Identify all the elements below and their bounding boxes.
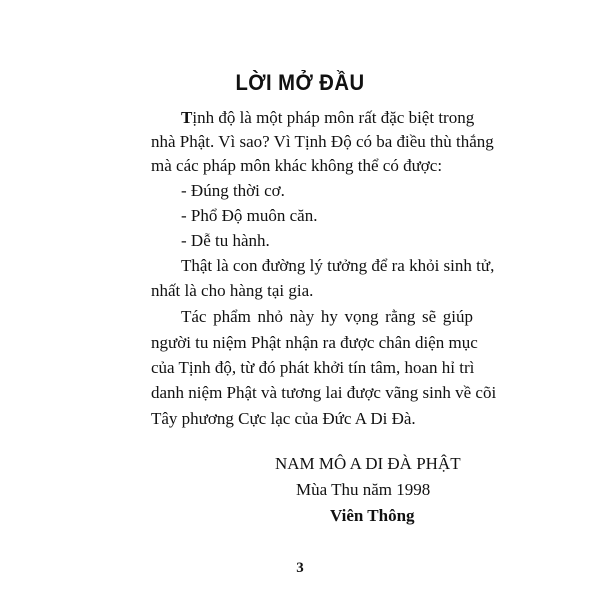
author-name: Viên Thông (330, 506, 415, 525)
paragraph-1-line-3: mà các pháp môn khác không thể có được: (151, 156, 443, 175)
paragraph-3-line-5: Tây phương Cực lạc của Đức A Di Đà. (151, 409, 416, 428)
paragraph-1-line-1-text: ịnh độ là một pháp môn rất đặc biệt trong (192, 108, 475, 127)
list-item-1: - Đúng thời cơ. (181, 181, 285, 200)
paragraph-3-line-2: người tu niệm Phật nhận ra được chân diện mục (151, 333, 478, 352)
list-item-3: - Dễ tu hành. (181, 231, 270, 250)
paragraph-1-line-2: nhà Phật. Vì sao? Vì Tịnh Độ có ba điều thù thắng (151, 132, 494, 151)
page-title: LỜI MỞ ĐẦU (235, 70, 365, 95)
paragraph-3-line-4: danh niệm Phật và tương lai được vãng sinh về cõi (151, 383, 497, 402)
page-number: 3 (296, 560, 304, 576)
list-item-2: - Phổ Độ muôn căn. (181, 206, 318, 225)
date-line: Mùa Thu năm 1998 (296, 480, 431, 499)
paragraph-3-line-1: Tác phẩm nhỏ này hy vọng rằng sẽ giúp (181, 307, 473, 326)
paragraph-1-line-1 (181, 108, 474, 128)
drop-cap: T (181, 108, 193, 127)
paragraph-3-line-3: của Tịnh độ, từ đó phát khởi tín tâm, hoan hỉ trì (151, 358, 475, 377)
paragraph-2-line-2: nhất là cho hàng tại gia. (151, 281, 314, 300)
invocation: NAM MÔ A DI ĐÀ PHẬT (275, 454, 461, 473)
paragraph-2-line-1: Thật là con đường lý tưởng để ra khỏi sinh tử, (181, 256, 495, 275)
